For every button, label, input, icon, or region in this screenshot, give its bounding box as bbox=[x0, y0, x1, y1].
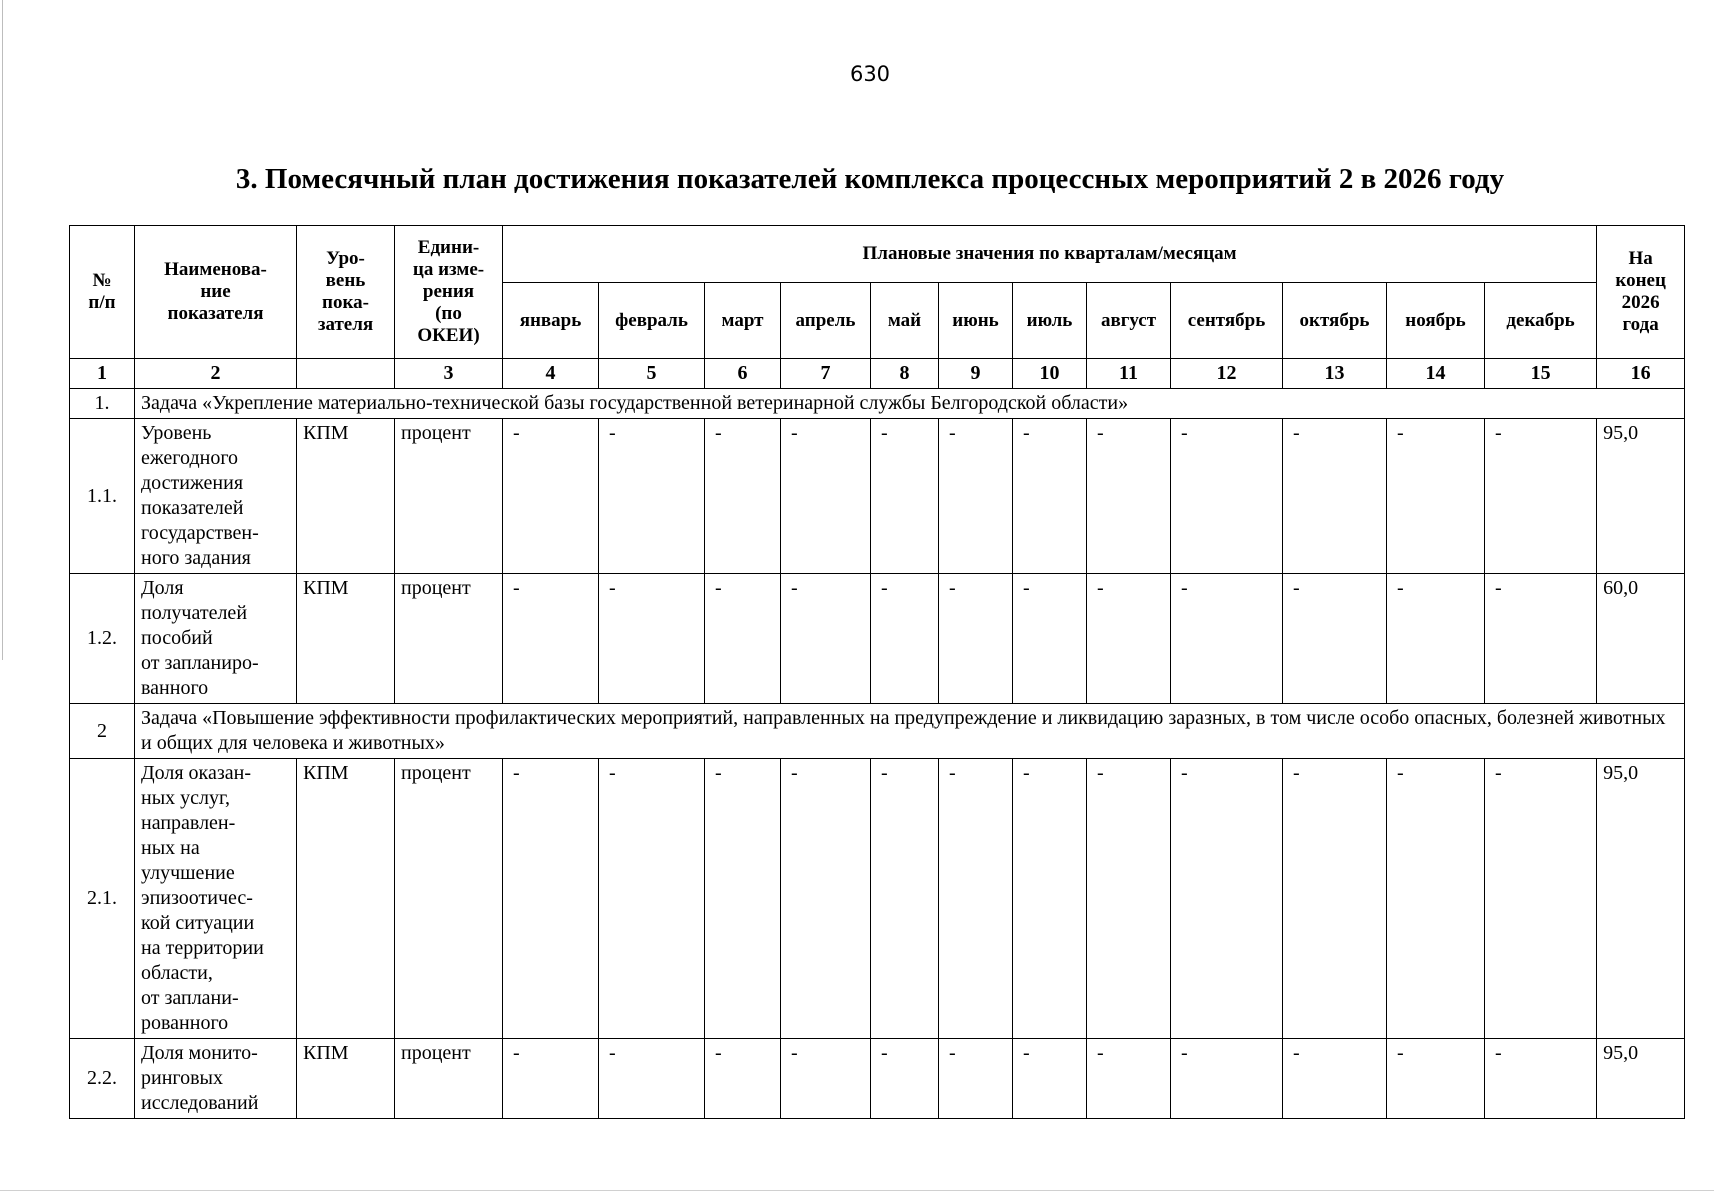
indicator-unit: процент bbox=[395, 419, 503, 574]
indicator-number: 2.2. bbox=[70, 1039, 135, 1119]
month-value: - bbox=[1485, 574, 1597, 704]
header-num: № п/п bbox=[70, 226, 135, 359]
header-name: Наименова- ние показателя bbox=[135, 226, 297, 359]
scan-bottom-rule bbox=[0, 1190, 1714, 1191]
indicator-unit: процент bbox=[395, 1039, 503, 1119]
month-value: - bbox=[1485, 759, 1597, 1039]
month-value: - bbox=[781, 574, 871, 704]
task-row bbox=[70, 389, 1685, 419]
header-level: Уро- вень пока- зателя bbox=[297, 226, 395, 359]
scan-left-edge bbox=[2, 0, 3, 660]
task-row bbox=[70, 704, 1685, 759]
month-value: - bbox=[1171, 1039, 1283, 1119]
indicator-level: КПМ bbox=[297, 1039, 395, 1119]
header-month: июль bbox=[1013, 283, 1087, 359]
task-number: 2 bbox=[70, 704, 135, 759]
month-value: - bbox=[1087, 574, 1171, 704]
end-of-year-value: 95,0 bbox=[1597, 419, 1685, 574]
month-value: - bbox=[781, 419, 871, 574]
month-value: - bbox=[1087, 1039, 1171, 1119]
month-value: - bbox=[1013, 419, 1087, 574]
month-value: - bbox=[503, 574, 599, 704]
indicator-name: Доля монито- ринговых исследований bbox=[135, 1039, 297, 1119]
month-value: - bbox=[599, 574, 705, 704]
indicator-unit: процент bbox=[395, 759, 503, 1039]
month-value: - bbox=[599, 1039, 705, 1119]
column-number: 7 bbox=[781, 359, 871, 389]
indicator-name: Доля получателей пособий от запланиро- ванного bbox=[135, 574, 297, 704]
header-unit: Едини- ца изме- рения (по ОКЕИ) bbox=[395, 226, 503, 359]
month-value: - bbox=[1283, 574, 1387, 704]
month-value: - bbox=[871, 419, 939, 574]
indicator-unit: процент bbox=[395, 574, 503, 704]
task-number: 1. bbox=[70, 389, 135, 419]
month-value: - bbox=[503, 759, 599, 1039]
column-number: 5 bbox=[599, 359, 705, 389]
indicator-number: 1.2. bbox=[70, 574, 135, 704]
header-end-of-year: На конец 2026 года bbox=[1597, 226, 1685, 359]
indicator-name: Уровень ежегодного достижения показателей государствен- ного задания bbox=[135, 419, 297, 574]
month-value: - bbox=[939, 1039, 1013, 1119]
month-value: - bbox=[1013, 759, 1087, 1039]
column-number: 15 bbox=[1485, 359, 1597, 389]
month-value: - bbox=[1387, 574, 1485, 704]
indicator-number: 1.1. bbox=[70, 419, 135, 574]
month-value: - bbox=[1171, 419, 1283, 574]
indicator-row bbox=[70, 1039, 1685, 1119]
header-planned-values: Плановые значения по кварталам/месяцам bbox=[503, 226, 1597, 283]
task-title: Задача «Повышение эффективности профилактических мероприятий, направленных на предупреждение и ликвидацию заразных, в том числе особо опасных, болезней животных и общих для человека и животных» bbox=[135, 704, 1685, 759]
month-value: - bbox=[705, 1039, 781, 1119]
indicator-number: 2.1. bbox=[70, 759, 135, 1039]
column-number: 12 bbox=[1171, 359, 1283, 389]
column-number bbox=[297, 359, 395, 389]
column-number: 8 bbox=[871, 359, 939, 389]
month-value: - bbox=[1283, 759, 1387, 1039]
month-value: - bbox=[1013, 1039, 1087, 1119]
month-value: - bbox=[1087, 419, 1171, 574]
indicator-row bbox=[70, 759, 1685, 1039]
month-value: - bbox=[1283, 1039, 1387, 1119]
month-value: - bbox=[1283, 419, 1387, 574]
header-month: сентябрь bbox=[1171, 283, 1283, 359]
month-value: - bbox=[781, 759, 871, 1039]
column-number: 3 bbox=[395, 359, 503, 389]
month-value: - bbox=[1171, 759, 1283, 1039]
header-row-1 bbox=[70, 226, 1685, 283]
column-number: 14 bbox=[1387, 359, 1485, 389]
header-month: январь bbox=[503, 283, 599, 359]
month-value: - bbox=[939, 759, 1013, 1039]
month-value: - bbox=[1485, 1039, 1597, 1119]
column-number: 9 bbox=[939, 359, 1013, 389]
indicator-level: КПМ bbox=[297, 759, 395, 1039]
header-month: апрель bbox=[781, 283, 871, 359]
header-month: июнь bbox=[939, 283, 1013, 359]
document-title: 3. Помесячный план достижения показателей комплекса процессных мероприятий 2 в 2026 году bbox=[235, 163, 1505, 195]
header-month: май bbox=[871, 283, 939, 359]
month-value: - bbox=[781, 1039, 871, 1119]
month-value: - bbox=[871, 574, 939, 704]
month-value: - bbox=[599, 419, 705, 574]
end-of-year-value: 60,0 bbox=[1597, 574, 1685, 704]
month-value: - bbox=[939, 419, 1013, 574]
page-number: 630 bbox=[849, 62, 891, 86]
month-value: - bbox=[871, 759, 939, 1039]
month-value: - bbox=[705, 574, 781, 704]
column-number: 11 bbox=[1087, 359, 1171, 389]
column-number-row bbox=[70, 359, 1685, 389]
month-value: - bbox=[705, 759, 781, 1039]
month-value: - bbox=[503, 419, 599, 574]
header-month: декабрь bbox=[1485, 283, 1597, 359]
month-value: - bbox=[1387, 419, 1485, 574]
month-value: - bbox=[1013, 574, 1087, 704]
indicator-row bbox=[70, 574, 1685, 704]
column-number: 2 bbox=[135, 359, 297, 389]
header-month: август bbox=[1087, 283, 1171, 359]
month-value: - bbox=[1387, 1039, 1485, 1119]
indicator-row bbox=[70, 419, 1685, 574]
column-number: 1 bbox=[70, 359, 135, 389]
monthly-plan-table bbox=[69, 225, 1685, 1119]
end-of-year-value: 95,0 bbox=[1597, 759, 1685, 1039]
month-value: - bbox=[1485, 419, 1597, 574]
header-month: март bbox=[705, 283, 781, 359]
indicator-level: КПМ bbox=[297, 419, 395, 574]
column-number: 4 bbox=[503, 359, 599, 389]
month-value: - bbox=[1171, 574, 1283, 704]
month-value: - bbox=[599, 759, 705, 1039]
header-month: ноябрь bbox=[1387, 283, 1485, 359]
month-value: - bbox=[939, 574, 1013, 704]
task-title: Задача «Укрепление материально-технической базы государственной ветеринарной службы Белгородской области» bbox=[135, 389, 1685, 419]
indicator-name: Доля оказан- ных услуг, направлен- ных на улучшение эпизоотичес- кой ситуации на территории области, от заплани- рованного bbox=[135, 759, 297, 1039]
header-month: октябрь bbox=[1283, 283, 1387, 359]
column-number: 16 bbox=[1597, 359, 1685, 389]
column-number: 13 bbox=[1283, 359, 1387, 389]
month-value: - bbox=[1387, 759, 1485, 1039]
column-number: 10 bbox=[1013, 359, 1087, 389]
end-of-year-value: 95,0 bbox=[1597, 1039, 1685, 1119]
column-number: 6 bbox=[705, 359, 781, 389]
month-value: - bbox=[503, 1039, 599, 1119]
indicator-level: КПМ bbox=[297, 574, 395, 704]
month-value: - bbox=[705, 419, 781, 574]
month-value: - bbox=[871, 1039, 939, 1119]
month-value: - bbox=[1087, 759, 1171, 1039]
header-month: февраль bbox=[599, 283, 705, 359]
